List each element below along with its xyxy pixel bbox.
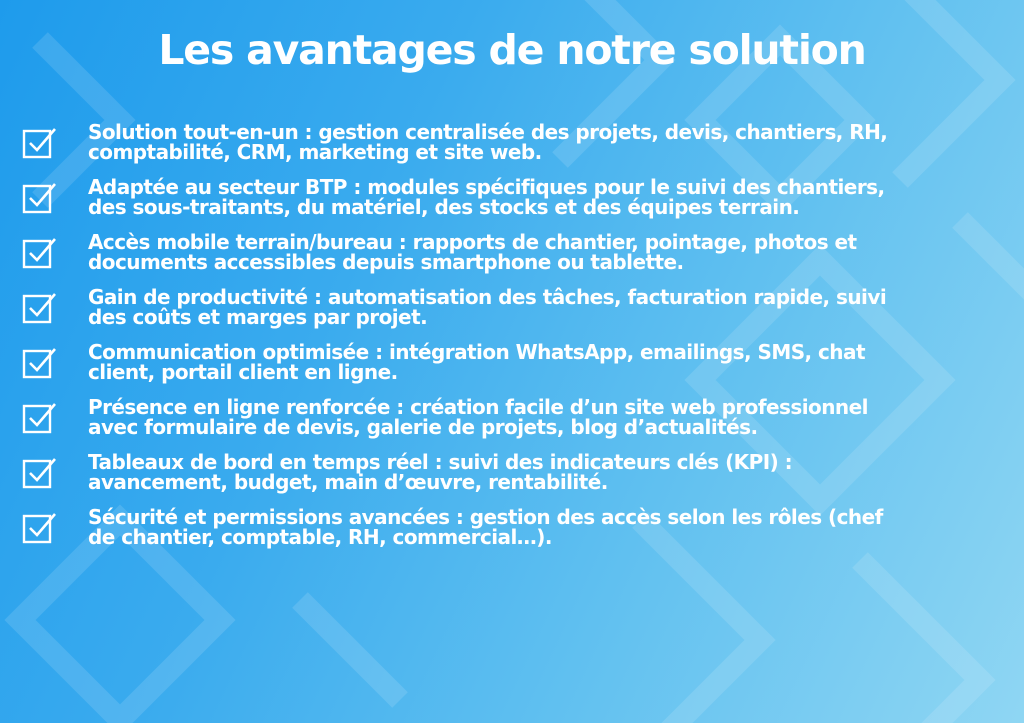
list-item <box>22 287 902 327</box>
list-item <box>22 177 902 217</box>
list-item <box>22 397 902 437</box>
list-item <box>22 452 902 492</box>
item-text: Communication optimisée : intégration WhatsApp, emailings, SMS, chat client, portail client en ligne. <box>88 340 865 384</box>
checkbox-check-icon <box>22 290 58 326</box>
checkbox-check-icon <box>22 345 58 381</box>
item-text: Solution tout-en-un : gestion centralisée des projets, devis, chantiers, RH, comptabilité, CRM, marketing et site web. <box>88 120 888 164</box>
item-text: Adaptée au secteur BTP : modules spécifiques pour le suivi des chantiers, des sous-traitants, du matériel, des stocks et des équipes terrain. <box>88 175 885 219</box>
list-item <box>22 507 902 547</box>
advantages-list <box>22 122 902 562</box>
list-item <box>22 342 902 382</box>
item-text: Tableaux de bord en temps réel : suivi des indicateurs clés (KPI) : avancement, budget, main d’œuvre, rentabilité. <box>88 450 793 494</box>
list-item <box>22 232 902 272</box>
checkbox-check-icon <box>22 125 58 161</box>
checkbox-check-icon <box>22 400 58 436</box>
list-item <box>22 122 902 162</box>
item-text: Accès mobile terrain/bureau : rapports de chantier, pointage, photos et documents accessibles depuis smartphone ou tablette. <box>88 230 857 274</box>
item-text: Gain de productivité : automatisation des tâches, facturation rapide, suivi des coûts et marges par projet. <box>88 285 887 329</box>
checkbox-check-icon <box>22 180 58 216</box>
checkbox-check-icon <box>22 455 58 491</box>
checkbox-check-icon <box>22 235 58 271</box>
item-text: Sécurité et permissions avancées : gestion des accès selon les rôles (chef de chantier, comptable, RH, commercial…). <box>88 505 883 549</box>
checkbox-check-icon <box>22 510 58 546</box>
page-title: Les avantages de notre solution <box>158 26 866 74</box>
item-text: Présence en ligne renforcée : création facile d’un site web professionnel avec formulaire de devis, galerie de projets, blog d’actualités. <box>88 395 868 439</box>
